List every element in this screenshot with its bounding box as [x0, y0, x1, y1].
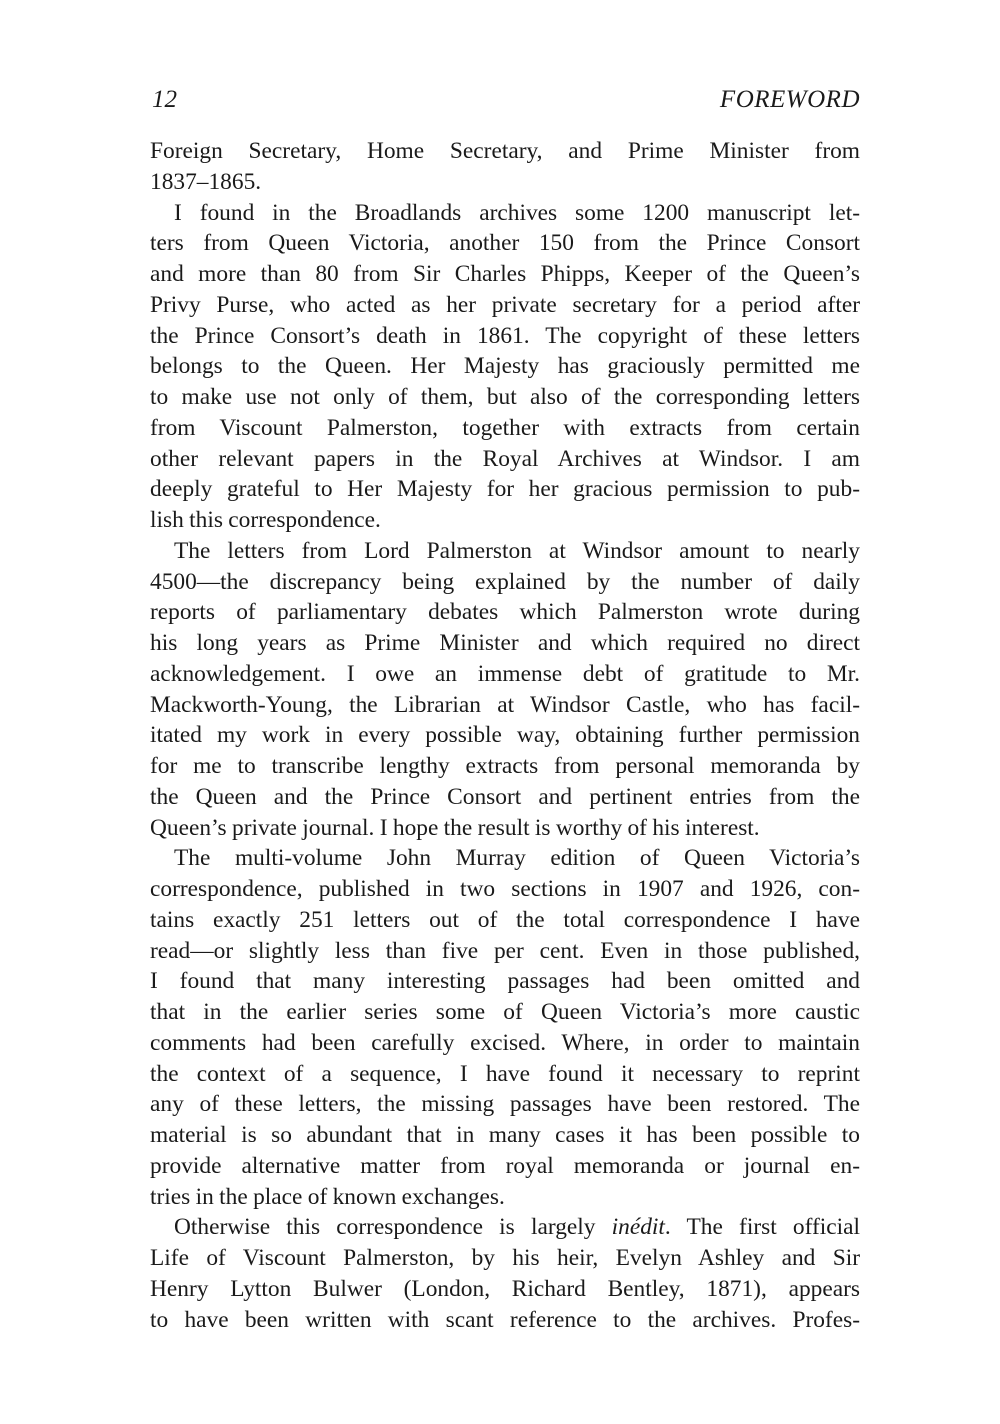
text-line: correspondence, published in two sections in 1907 and 1926, con-	[150, 876, 860, 902]
text-line: read—or slightly less than five per cent. Even in those published,	[150, 937, 860, 964]
text-line: for me to transcribe lengthy extracts from personal memoranda by	[150, 753, 860, 779]
page-number: 12	[152, 86, 177, 113]
text-line: lish this correspondence.	[150, 507, 381, 533]
paragraph	[150, 843, 860, 1212]
body-text	[150, 136, 860, 1335]
text-line: to make use not only of them, but also of the corresponding letters	[150, 384, 860, 410]
text-line: the context of a sequence, I have found it necessary to reprint	[150, 1060, 860, 1087]
text-line: I found in the Broadlands archives some 1200 manuscript let-	[174, 199, 860, 226]
text-line: I found that many interesting passages had been omitted and	[150, 968, 860, 995]
text-line: Henry Lytton Bulwer (London, Richard Bentley, 1871), appears	[150, 1275, 860, 1302]
text-line: any of these letters, the missing passages have been restored. The	[150, 1091, 860, 1118]
text-line: to have been written with scant reference to the archives. Profes-	[150, 1306, 860, 1333]
text-line: other relevant papers in the Royal Archives at Windsor. I am	[150, 445, 860, 472]
text-line: comments had been carefully excised. Where, in order to maintain	[150, 1029, 860, 1056]
text-line: tains exactly 251 letters out of the total correspondence I have	[150, 906, 860, 933]
text-line: Life of Viscount Palmerston, by his heir, Evelyn Ashley and Sir	[150, 1245, 860, 1271]
text-line: Privy Purse, who acted as her private secretary for a period after	[150, 291, 860, 318]
text-line: Foreign Secretary, Home Secretary, and Prime Minister from	[150, 138, 860, 164]
text-line: from Viscount Palmerston, together with extracts from certain	[150, 414, 860, 441]
text-line: that in the earlier series some of Queen Victoria’s more caustic	[150, 999, 860, 1025]
text-line: his long years as Prime Minister and which required no direct	[150, 630, 860, 656]
text-line: Otherwise this correspondence is largely inédit. The first official	[174, 1214, 860, 1241]
text-line: provide alternative matter from royal memoranda or journal en-	[150, 1152, 860, 1179]
text-line: the Queen and the Prince Consort and pertinent entries from the	[150, 783, 860, 810]
text-line: the Prince Consort’s death in 1861. The copyright of these letters	[150, 322, 860, 349]
text-line: deeply grateful to Her Majesty for her gracious permission to pub-	[150, 476, 860, 503]
text-line: 4500—the discrepancy being explained by the number of daily	[150, 568, 860, 595]
running-head: FOREWORD	[719, 86, 860, 113]
text-line: Mackworth-Young, the Librarian at Windsor Castle, who has facil-	[150, 691, 860, 718]
text-line: 1837–1865.	[150, 168, 262, 195]
paragraph	[150, 1212, 860, 1335]
paragraph	[150, 536, 860, 844]
paragraph	[150, 136, 860, 198]
text-line: Queen’s private journal. I hope the result is worthy of his interest.	[150, 814, 760, 841]
text-line: The letters from Lord Palmerston at Windsor amount to nearly	[174, 537, 860, 564]
text-line: acknowledgement. I owe an immense debt of gratitude to Mr.	[150, 660, 860, 687]
text-line: ters from Queen Victoria, another 150 from the Prince Consort	[150, 230, 860, 257]
text-line: itated my work in every possible way, obtaining further permission	[150, 722, 860, 749]
text-line: material is so abundant that in many cases it has been possible to	[150, 1122, 860, 1148]
text-line: tries in the place of known exchanges.	[150, 1183, 505, 1210]
text-line: and more than 80 from Sir Charles Phipps, Keeper of the Queen’s	[150, 261, 860, 287]
text-line: reports of parliamentary debates which Palmerston wrote during	[150, 599, 860, 626]
text-line: belongs to the Queen. Her Majesty has graciously permitted me	[150, 353, 860, 380]
text-line: The multi-volume John Murray edition of Queen Victoria’s	[174, 845, 860, 872]
paragraph	[150, 198, 860, 536]
